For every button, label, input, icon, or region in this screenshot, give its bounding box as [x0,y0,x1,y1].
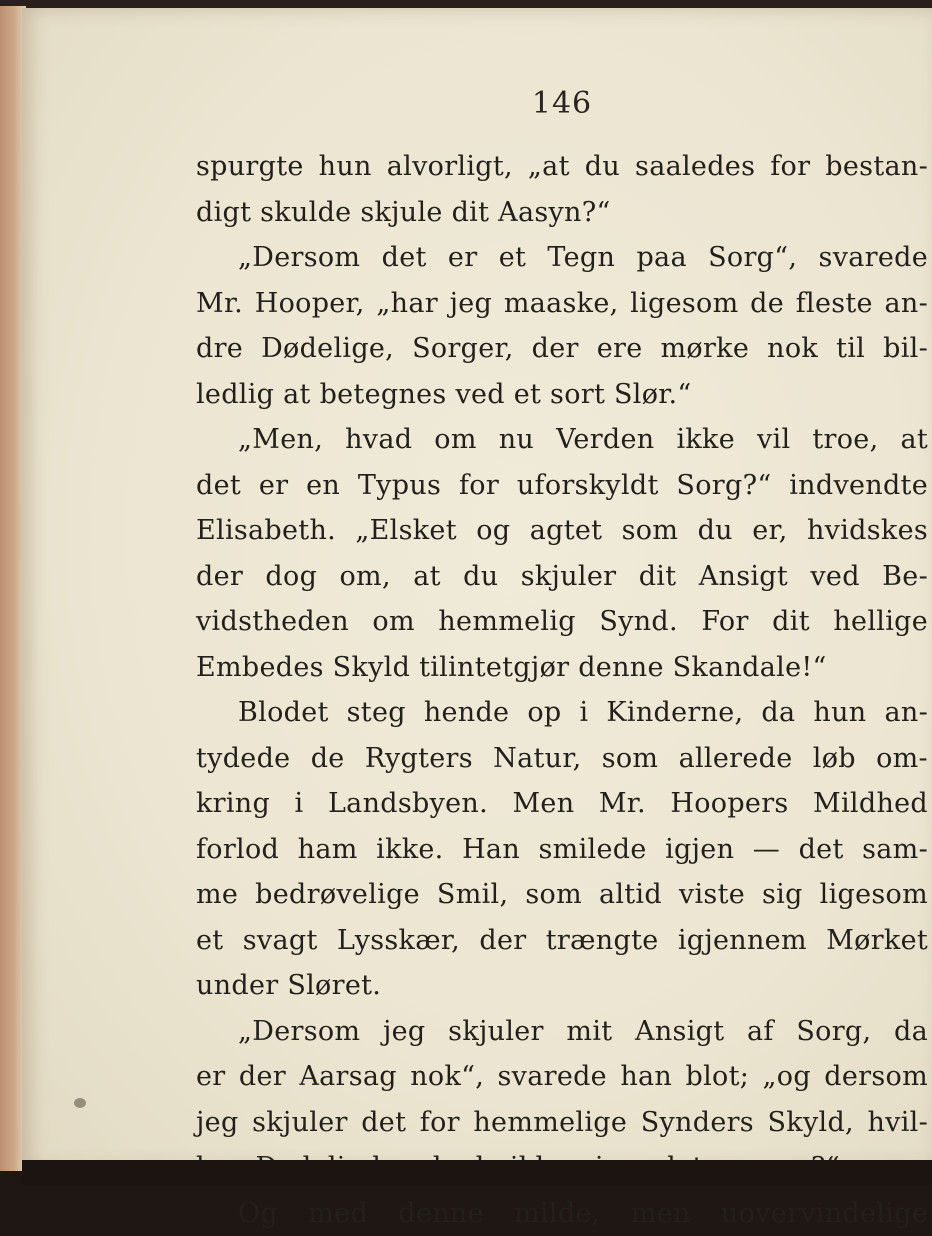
text-line: Blodet steg hende op i Kinderne, da hun an- [196,690,928,736]
bottom-shadow [22,1160,932,1185]
text-line: kring i Landsbyen. Men Mr. Hoopers Mildhed [196,781,928,827]
ink-smudge [74,1098,86,1108]
text-line: Embedes Skyld tilintetgjør denne Skandale!“ [196,645,928,691]
book-page [22,8,932,1168]
text-line: Mr. Hooper, „har jeg maaske, ligesom de fleste an- [196,281,928,327]
text-line: det er en Typus for uforskyldt Sorg?“ indvendte [196,463,928,509]
text-line: forlod ham ikke. Han smilede igjen — det sam- [196,827,928,873]
page-number: 146 [22,86,932,121]
text-line: spurgte hun alvorligt, „at du saaledes for bestan- [196,144,928,190]
text-line: „Men, hvad om nu Verden ikke vil troe, at [196,417,928,463]
body-text [196,144,928,1236]
text-line: „Dersom jeg skjuler mit Ansigt af Sorg, da [196,1009,928,1055]
text-line: Og med denne milde, men uovervindelige [196,1191,928,1236]
text-line: der dog om, at du skjuler dit Ansigt ved Be- [196,554,928,600]
text-line: jeg skjuler det for hemmelige Synders Skyld, hvil- [196,1100,928,1146]
text-line: „Dersom det er et Tegn paa Sorg“, svarede [196,235,928,281]
text-line: vidstheden om hemmelig Synd. For dit hellige [196,599,928,645]
text-line: er der Aarsag nok“, svarede han blot; „og dersom [196,1054,928,1100]
text-line: tydede de Rygters Natur, som allerede løb om- [196,736,928,782]
text-line: me bedrøvelige Smil, som altid viste sig ligesom [196,872,928,918]
text-line: ledlig at betegnes ved et sort Slør.“ [196,372,928,418]
text-line: dre Dødelige, Sorger, der ere mørke nok til bil- [196,326,928,372]
text-line: under Sløret. [196,963,928,1009]
text-line: digt skulde skjule dit Aasyn?“ [196,190,928,236]
text-line: et svagt Lysskær, der trængte igjennem Mørket [196,918,928,964]
text-line: Elisabeth. „Elsket og agtet som du er, hvidskes [196,508,928,554]
